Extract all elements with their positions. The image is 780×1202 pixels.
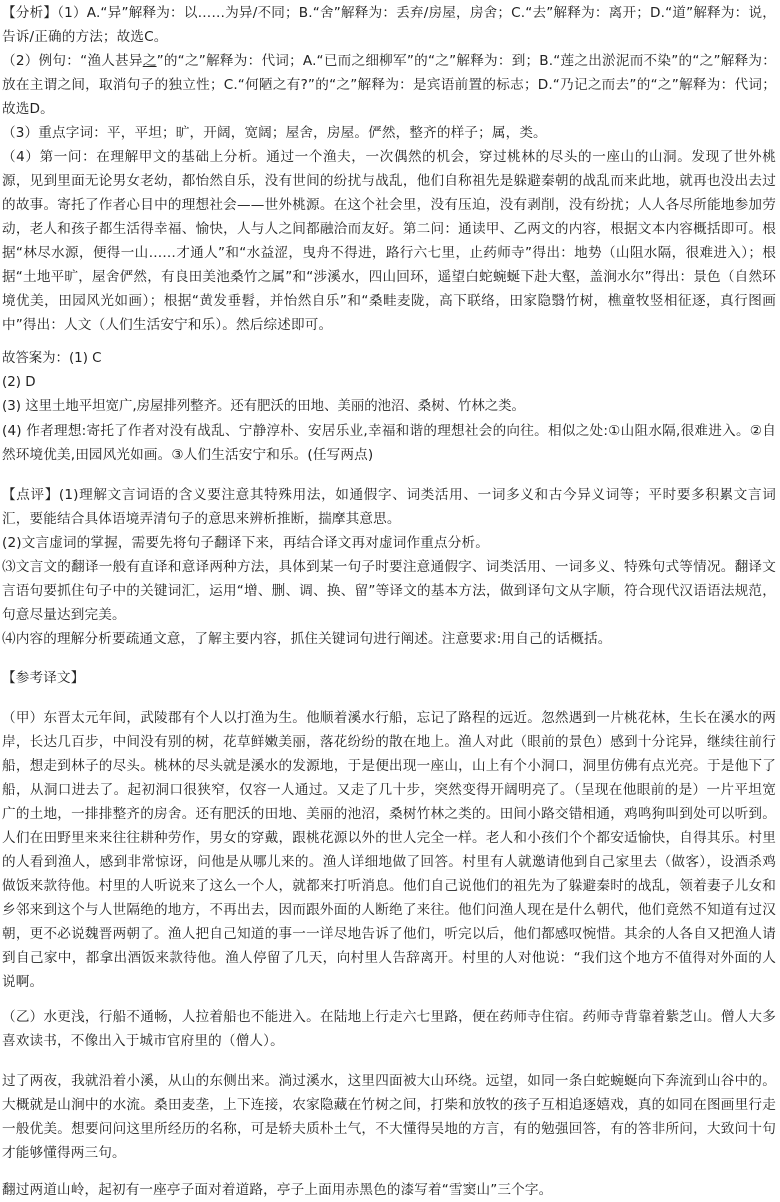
- comment-paragraph-1: 【点评】(1)理解文言词语的含义要注意其特殊用法，如通假字、词类活用、一词多义和古今异义词等；平时要多积累文言词汇，要能结合具体语境弄清句子的意思来辨析推断，揣摩其意思。: [2, 487, 776, 527]
- analysis-paragraph-2: [2, 49, 776, 121]
- reference-yi3-block: [2, 1178, 776, 1202]
- analysis-p2-underlined: 之: [142, 53, 157, 69]
- analysis-p2-text-a: （2）例句：“渔人甚异: [2, 53, 143, 69]
- answer-line-4: (4) 作者理想:寄托了作者对没有战乱、宁静淳朴、安居乐业,幸福和谐的理想社会的向往。相似之处:①山阻水隔,很难进入。②自然环境优美,田园风光如画。③人们生活安宁和乐。(任写两点): [2, 423, 776, 463]
- reference-yi-block: [2, 1005, 776, 1053]
- reference-jia-block: [2, 706, 776, 994]
- comment-paragraph-4: ⑷内容的理解分析要疏通文意，了解主要内容，抓住关键词句进行阐述。注意要求:用自己的话概括。: [2, 631, 612, 647]
- comment-paragraph-3: ⑶文言文的翻译一般有直译和意译两种方法，具体到某一句子时要注意通假字、词类活用、一词多义、特殊句式等情况。翻译文言语句要抓住句子中的关键词汇，运用“增、删、调、换、留”等译文的基本方法，做到译句文从字顺，符合现代汉语语法规范，句意尽量达到完美。: [2, 559, 776, 623]
- reference-yi3-paragraph: 翻过两道山岭，起初有一座亭子面对着道路，亭子上面用赤黑色的漆写着“雪窦山”三个字。: [2, 1182, 553, 1198]
- reference-yi2-block: [2, 1069, 776, 1165]
- analysis-section: [2, 1, 776, 337]
- analysis-p2-text-b: ”的“之”解释为：代词；A.“已而之细柳军”的“之”解释为：到；B.“莲之出淤泥而不染”的“之”解释为：放在主谓之间，取消句子的独立性；C.“何陋之有?”的“之”解释为：是宾语前置的标志；D.“乃记之而去”的“之”解释为：代词；故选D。: [2, 53, 777, 117]
- answer-section: [2, 347, 776, 467]
- analysis-paragraph-3: （3）重点字词：平，平坦；旷，开阔，宽阔；屋舍，房屋。俨然，整齐的样子；属，类。: [2, 125, 547, 141]
- analysis-paragraph-4: （4）第一问：在理解甲文的基础上分析。通过一个渔夫，一次偶然的机会，穿过桃林的尽头的一座山的山洞。发现了世外桃源，见到里面无论男女老幼，都怡然自乐，没有世间的纷扰与战乱，他们自称祖先是躲避秦朝的战乱而来此地，就再也没出去过的故事。寄托了作者心目中的理想社会——世外桃源。在这个社会里，没有压迫，没有剥削，没有纷扰；人人各尽所能地参加劳动，老人和孩子都生活得幸福、愉快，人与人之间都融洽而友好。第二问：通读甲、乙两文的内容，根据文本内容概括即可。根据“林尽水源，便得一山……才通人”和“水益涩，曳舟不得进，路行六七里，止药师寺”得出：地势（山阻水隔，很难进入）；根据“土地平旷，屋舍俨然，有良田美池桑竹之属”和“涉溪水，四山回环，遥望白蛇蜿蜒下赴大壑，盖涧水尔”得出：景色（自然环境优美，田园风光如画）；根据“黄发垂髫，并怡然自乐”和“桑畦麦陇，高下联络，田家隐翳竹树，樵童牧竖相征逐，真行图画中”得出：人文（人们生活安宁和乐）。然后综述即可。: [2, 149, 776, 333]
- answer-line-3: (3) 这里土地平坦宽广,房屋排列整齐。还有肥沃的田地、美丽的池沼、桑树、竹林之类。: [2, 399, 525, 414]
- reference-heading: 【参考译文】: [2, 670, 85, 686]
- reference-yi-paragraph: （乙）水更浅，行船不通畅，人拉着船也不能进入。在陆地上行走六七里路，便在药师寺住宿。药师寺背靠着紫芝山。僧人大多喜欢读书，不像出入于城市官府里的（僧人）。: [2, 1009, 776, 1049]
- reference-jia-paragraph: （甲）东晋太元年间，武陵郡有个人以打渔为生。他顺着溪水行船，忘记了路程的远近。忽然遇到一片桃花林，生长在溪水的两岸，长达几百步，中间没有别的树，花草鲜嫩美丽，落花纷纷的散在地上。渔人对此（眼前的景色）感到十分诧异，继续往前行船，想走到林子的尽头。桃林的尽头就是溪水的发源地，于是便出现一座山，山上有个小洞口，洞里仿佛有点光亮。于是他下了船，从洞口进去了。起初洞口很狭窄，仅容一人通过。又走了几十步，突然变得开阔明亮了。（呈现在他眼前的是）一片平坦宽广的土地，一排排整齐的房舍。还有肥沃的田地、美丽的池沼，桑树竹林之类的。田间小路交错相通，鸡鸣狗叫到处可以听到。人们在田野里来来往往耕种劳作，男女的穿戴，跟桃花源以外的世人完全一样。老人和小孩们个个都安适愉快，自得其乐。村里的人看到渔人，感到非常惊讶，问他是从哪儿来的。渔人详细地做了回答。村里有人就邀请他到自己家里去（做客），设酒杀鸡做饭来款待他。村里的人听说来了这么一个人，就都来打听消息。他们自己说他们的祖先为了躲避秦时的战乱，领着妻子儿女和乡邻来到这个与人世隔绝的地方，不再出去，因而跟外面的人断绝了来往。他们问渔人现在是什么朝代，他们竟然不知道有过汉朝，更不必说魏晋两朝了。渔人把自己知道的事一一详尽地告诉了他们，听完以后，他们都感叹惋惜。其余的人各自又把渔人请到自己家中，都拿出酒饭来款待他。渔人停留了几天，向村里人告辞离开。村里的人对他说：“我们这个地方不值得对外面的人说啊。: [2, 710, 776, 990]
- comment-paragraph-2: (2)文言虚词的掌握，需要先将句子翻译下来，再结合译文再对虚词作重点分析。: [2, 535, 489, 551]
- analysis-paragraph-1: 【分析】（1）A.“异”解释为：以……为异/不同；B.“舍”解释为：丢弃/房屋，房舍；C.“去”解释为：离开；D.“道”解释为：说，告诉/正确的方法；故选C。: [2, 5, 776, 45]
- answer-line-2: (2) D: [2, 375, 36, 390]
- answer-line-1: 故答案为：(1) C: [2, 351, 102, 366]
- reference-heading-block: [2, 666, 776, 690]
- comment-section: [2, 483, 776, 651]
- reference-yi2-paragraph: 过了两夜，我就沿着小溪，从山的东侧出来。淌过溪水，这里四面被大山环绕。远望，如同一条白蛇蜿蜒向下奔流到山谷中的。大概就是山涧中的水流。桑田麦垄，上下连接，农家隐藏在竹树之间，打柴和放牧的孩子互相追逐嬉戏，真的如同在图画里行走一般优美。想要问问这里所经历的名称，可是轿夫质朴土气，不大懂得吴地的方言，有的勉强回答，有的答非所问，大致问十句才能够懂得两三句。: [2, 1073, 776, 1161]
